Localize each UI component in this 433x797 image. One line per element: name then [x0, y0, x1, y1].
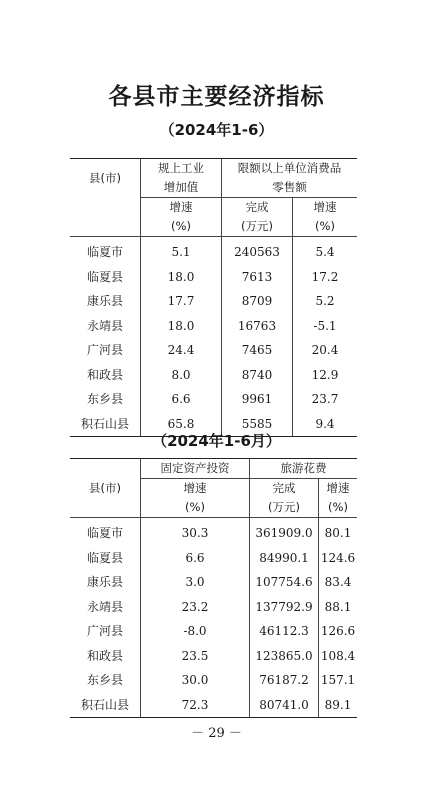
col-header-growth: 增速	[319, 479, 358, 499]
cell-value: 126.6	[319, 619, 358, 644]
county-name: 临夏市	[86, 245, 123, 259]
table-row	[70, 693, 357, 718]
county-header: 县(市)	[70, 159, 141, 198]
table-row	[70, 570, 357, 595]
cell-value: 30.0	[141, 668, 250, 693]
cell-value: 30.3	[141, 518, 250, 546]
col-header-total: 完成	[250, 479, 319, 499]
cell-value: 24.4	[141, 338, 222, 363]
cell-value: 65.8	[141, 412, 222, 437]
county-name: 康乐县	[86, 575, 123, 589]
table-row	[70, 546, 357, 571]
col-header-unit: (万元)	[250, 498, 319, 518]
table-row	[70, 289, 357, 314]
cell-value: 23.2	[141, 595, 250, 620]
cell-value: 6.6	[141, 546, 250, 571]
cell-value: 80741.0	[250, 693, 319, 718]
cell-value: 5.1	[141, 237, 222, 265]
cell-value: 72.3	[141, 693, 250, 718]
cell-value: 8.0	[141, 363, 222, 388]
cell-value: 23.5	[141, 644, 250, 669]
cell-value: 361909.0	[250, 518, 319, 546]
table1-subtitle: （2024年1-6）	[159, 121, 274, 139]
cell-value: 240563	[222, 237, 293, 265]
col-header-unit: (%)	[141, 498, 250, 518]
county-name: 康乐县	[86, 294, 123, 308]
cell-value: 17.2	[293, 265, 358, 290]
cell-value: 76187.2	[250, 668, 319, 693]
cell-value: 18.0	[141, 314, 222, 339]
cell-value: 6.6	[141, 387, 222, 412]
cell-value: 12.9	[293, 363, 358, 388]
county-name: 积石山县	[70, 693, 141, 718]
cell-value: 7613	[222, 265, 293, 290]
table2-subtitle: （2024年1-6月）	[152, 432, 281, 450]
cell-value: 124.6	[319, 546, 358, 571]
county-header: 县(市)	[70, 459, 141, 518]
cell-value: 9961	[222, 387, 293, 412]
cell-value: -5.1	[293, 314, 358, 339]
group-header-industry-line2: 增加值	[141, 178, 222, 198]
cell-value: 108.4	[319, 644, 358, 669]
col-header-growth: 增速	[293, 198, 358, 218]
county-name: 和政县	[86, 648, 123, 663]
table-row	[70, 363, 357, 388]
group-header-investment: 固定资产投资	[141, 459, 250, 479]
cell-value: 107754.6	[250, 570, 319, 595]
col-header-unit: (%)	[141, 217, 222, 237]
table-investment-tourism	[70, 458, 357, 718]
cell-value: 17.7	[141, 289, 222, 314]
county-name: 广河县	[86, 343, 123, 357]
table-row	[70, 668, 357, 693]
cell-value: -8.0	[141, 619, 250, 644]
table-row	[70, 619, 357, 644]
cell-value: 3.0	[141, 570, 250, 595]
county-name: 临夏县	[86, 269, 123, 284]
cell-value: 8740	[222, 363, 293, 388]
cell-value: 89.1	[319, 693, 358, 718]
cell-value: 9.4	[293, 412, 358, 437]
table-row	[70, 237, 357, 265]
cell-value: 5585	[222, 412, 293, 437]
cell-value: 5.4	[293, 237, 358, 265]
col-header-unit: (%)	[293, 217, 358, 237]
table-row	[70, 314, 357, 339]
table-industry-retail	[70, 158, 357, 437]
county-name: 和政县	[86, 367, 123, 382]
cell-value: 84990.1	[250, 546, 319, 571]
group-header-tourism: 旅游花费	[250, 459, 358, 479]
col-header-growth: 增速	[141, 198, 222, 218]
col-header-unit: (%)	[319, 498, 358, 518]
cell-value: 123865.0	[250, 644, 319, 669]
county-name: 永靖县	[86, 318, 123, 333]
county-name: 临夏市	[86, 526, 123, 540]
county-name: 积石山县	[70, 412, 141, 437]
cell-value: 46112.3	[250, 619, 319, 644]
cell-value: 23.7	[293, 387, 358, 412]
cell-value: 88.1	[319, 595, 358, 620]
cell-value: 80.1	[319, 518, 358, 546]
cell-value: 16763	[222, 314, 293, 339]
table-row	[70, 387, 357, 412]
cell-value: 137792.9	[250, 595, 319, 620]
cell-value: 18.0	[141, 265, 222, 290]
county-name: 东乡县	[86, 392, 123, 406]
cell-value: 7465	[222, 338, 293, 363]
county-name: 临夏县	[86, 550, 123, 565]
col-header-unit: (万元)	[222, 217, 293, 237]
group-header-retail-line1: 限额以上单位消费品	[222, 159, 358, 179]
group-header-industry-line1: 规上工业	[141, 159, 222, 179]
county-name: 永靖县	[86, 599, 123, 614]
cell-value: 5.2	[293, 289, 358, 314]
cell-value: 8709	[222, 289, 293, 314]
table-row	[70, 644, 357, 669]
table-row	[70, 595, 357, 620]
cell-value: 20.4	[293, 338, 358, 363]
county-name: 东乡县	[86, 673, 123, 687]
group-header-retail-line2: 零售额	[222, 178, 358, 198]
table-row	[70, 338, 357, 363]
cell-value: 83.4	[319, 570, 358, 595]
county-name: 广河县	[86, 624, 123, 638]
table-row	[70, 265, 357, 290]
col-header-growth: 增速	[141, 479, 250, 499]
page-number: － 29 －	[191, 726, 242, 741]
page-title: 各县市主要经济指标	[108, 84, 325, 110]
table-row	[70, 518, 357, 546]
col-header-total: 完成	[222, 198, 293, 218]
cell-value: 157.1	[319, 668, 358, 693]
